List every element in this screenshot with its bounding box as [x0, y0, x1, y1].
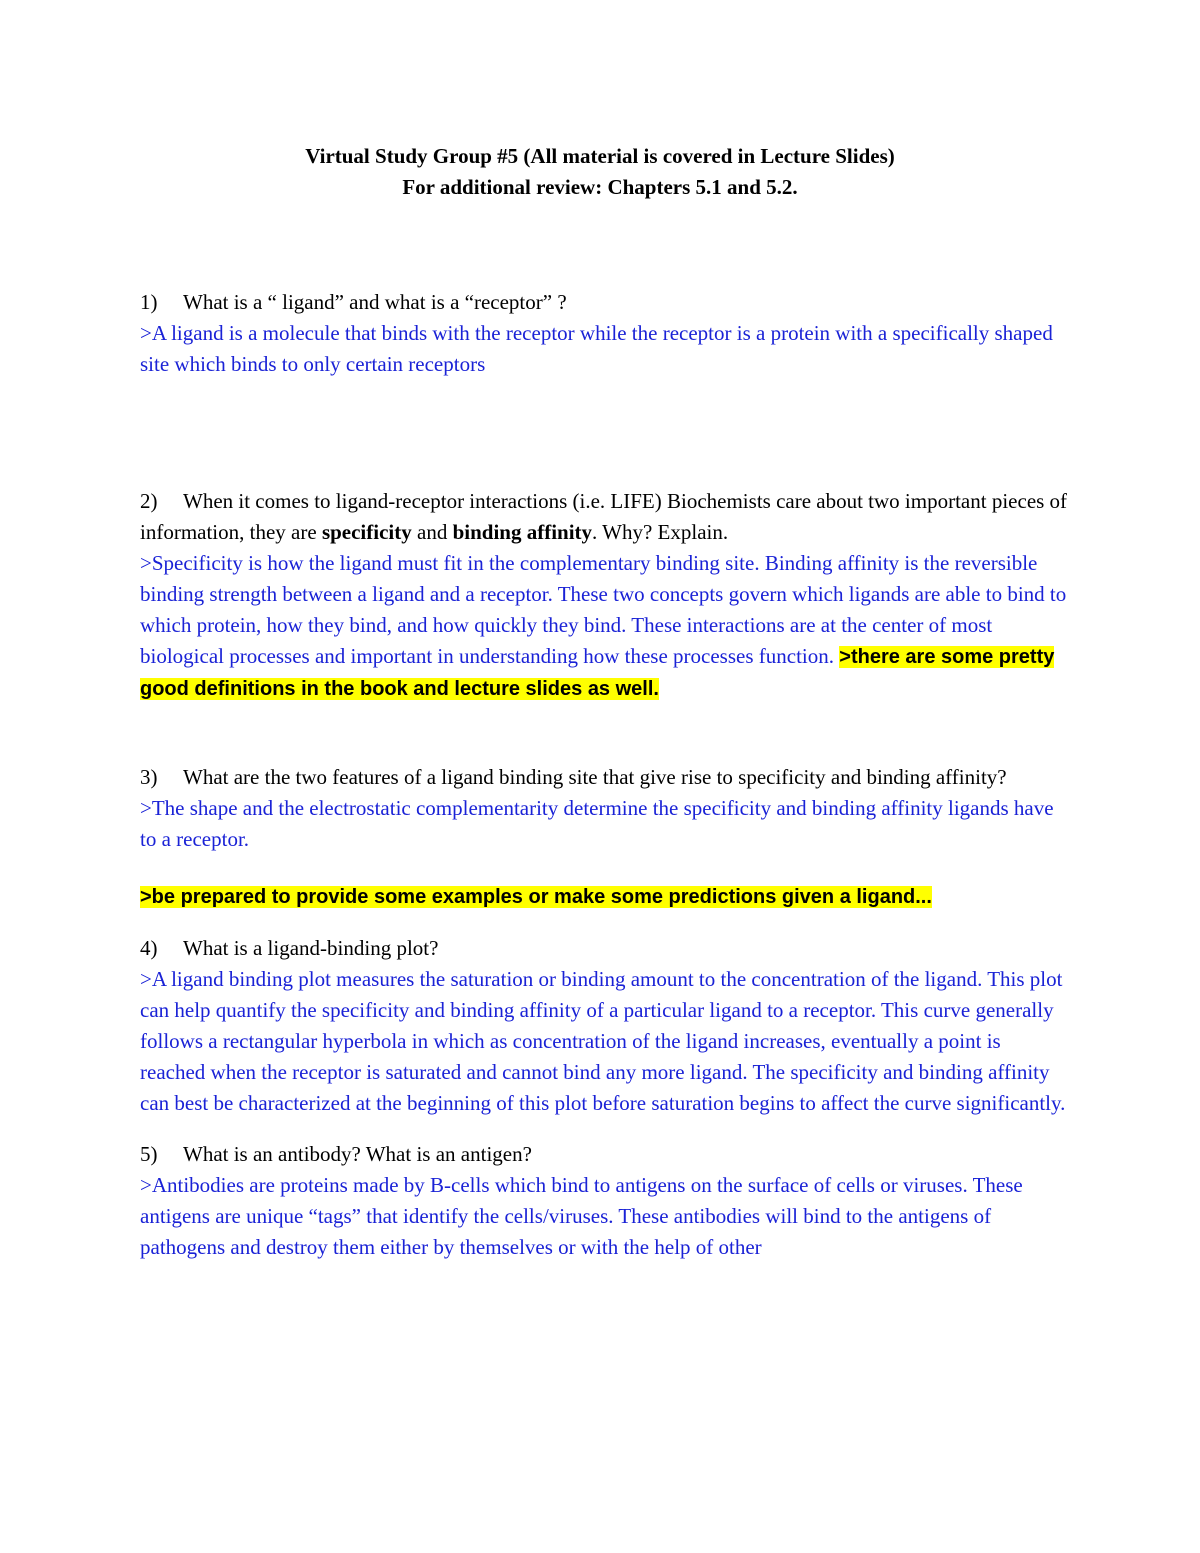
question-3 [140, 762, 1070, 793]
answer-2 [140, 548, 1070, 705]
question-5 [140, 1139, 1070, 1170]
question-text: What is an antibody? What is an antigen? [183, 1142, 532, 1166]
term-specificity: specificity [321, 520, 412, 544]
highlighted-note: >be prepared to provide some examples or make some predictions given a ligand... [140, 886, 932, 908]
question-2 [140, 486, 1070, 548]
question-number: 5) [140, 1142, 158, 1166]
question-1 [140, 287, 1070, 318]
question-text-part1: When it comes to ligand-receptor interactions (i.e. LIFE) Biochemists care about two important pieces of information, they are [140, 489, 1068, 544]
answer-5: >Antibodies are proteins made by B-cells which bind to antigens on the surface of cells or viruses. These antigens are unique “tags” that identify the cells/viruses. These antibodies will bind to the antigens of pathogens and destroy them either by themselves or with the help of other [140, 1173, 1023, 1259]
answer-text: >Specificity is how the ligand must fit in the complementary binding site. Binding affinity is the reversible binding strength between a ligand and a receptor. These two concepts govern which ligands are able to bind to which protein, how they bind, and how quickly they bind. These interactions are at the center of most biological processes and important in understanding how these processes function. [140, 551, 1067, 668]
question-number: 2) [140, 489, 158, 513]
question-text: What is a “ ligand” and what is a “receptor” ? [183, 290, 567, 314]
answer-4: >A ligand binding plot measures the saturation or binding amount to the concentration of the ligand. This plot can help quantify the specificity and binding affinity of a particular ligand to a receptor. This curve generally follows a rectangular hyperbola in which as concentration of the ligand increases, eventually a point is reached when the receptor is saturated and cannot bind any more ligand. The specificity and binding affinity can best be characterized at the beginning of this plot before saturation begins to affect the curve significantly. [140, 967, 1066, 1115]
question-number: 4) [140, 936, 158, 960]
question-number: 3) [140, 765, 158, 789]
answer-3: >The shape and the electrostatic complementarity determine the specificity and binding affinity ligands have to a receptor. [140, 796, 1054, 851]
question-text: What is a ligand-binding plot? [183, 936, 439, 960]
term-binding-affinity: binding affinity [452, 520, 593, 544]
question-text: What are the two features of a ligand binding site that give rise to specificity and binding affinity? [183, 765, 1007, 789]
question-4 [140, 933, 1070, 964]
question-number: 1) [140, 290, 158, 314]
document-subtitle: For additional review: Chapters 5.1 and 5.2. [402, 175, 798, 199]
document-body [140, 287, 1070, 1263]
question-text-part3: . Why? Explain. [592, 520, 729, 544]
document-header [0, 141, 1200, 203]
document-title: Virtual Study Group #5 (All material is covered in Lecture Slides) [305, 144, 895, 168]
answer-1: >A ligand is a molecule that binds with the receptor while the receptor is a protein with a specifically shaped site which binds to only certain receptors [140, 321, 1053, 376]
highlighted-note-3 [140, 881, 1070, 913]
highlighted-note: >there are some pretty good definitions in the book and lecture slides as well. [140, 646, 1055, 700]
question-text-part2: and [411, 520, 453, 544]
